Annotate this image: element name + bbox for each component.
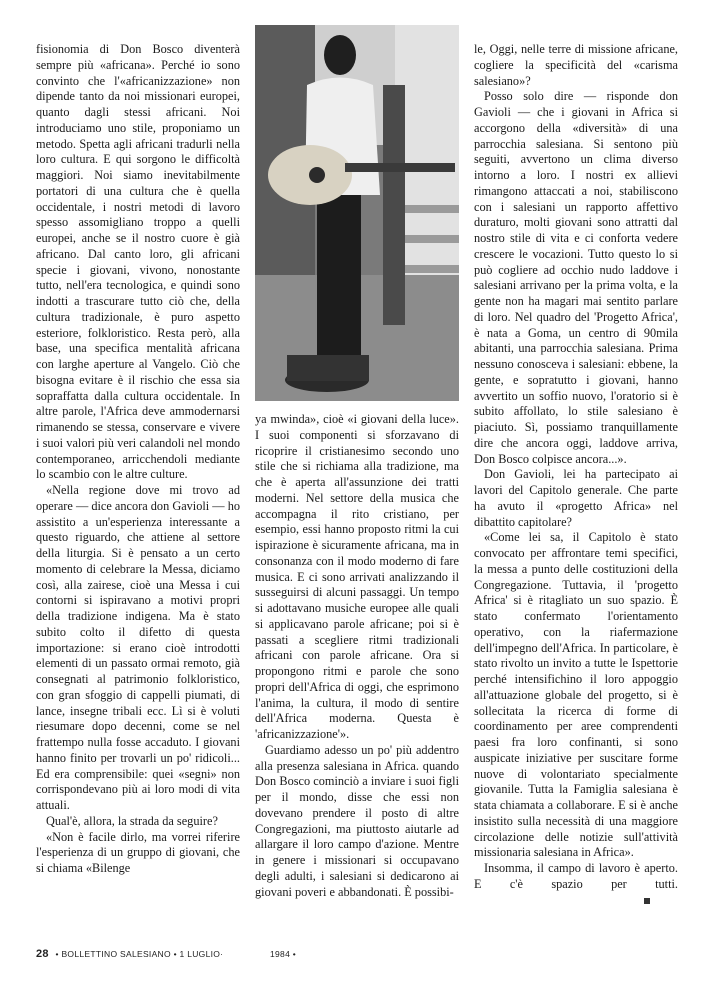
article-column-1: [36, 42, 240, 877]
paragraph: Qual'è, allora, la strada da seguire?: [46, 813, 218, 828]
article-column-3: [474, 42, 678, 908]
paragraph: le, Oggi, nelle terre di missione africane, cogliere la specificità del «carisma salesiano»?: [474, 42, 678, 88]
paragraph: [474, 861, 678, 908]
paragraph: «Come lei sa, il Capitolo è stato convocato per affrontare temi specifici, la messa a punto delle costituzioni della Congregazione. Tuttavia, il 'progetto Africa' si è ritagliato un suo spazio. È stato confermato l'orientamento operativo, con la riafermazione dell'impegno dell'Africa. In particolare, è stato rivolto un invito a tutte le Ispettorie perché intensifichino il loro appoggio all'attuazione globale del progetto, si è sollecitata la ricerca di forme di coordinamento per aree comprendenti paesi fra loro confinanti, si sono auspicate iniziative per suscitare forme nuove di volontariato specialmente giovanile. Tutta la Famiglia salesiana è stata chiamata a collaborare. E si è anche insistito sulla necessità di una maggiore circolazione delle notizie sull'attività missionaria salesiana in Africa».: [474, 530, 678, 860]
paragraph: ya mwinda», cioè «i giovani della luce». I suoi componenti si sforzavano di ricoprire il cristianesimo secondo uno stile che si richiama alla tradizione, ma che è aperta all'assunzione dei tratti moderni. Nel settore della musica che accompagna il rito cristiano, per esempio, essi hanno proposto ritmi la cui ispirazione è sicuramente africana, ma in consonanza con il modo moderno di fare musica. E ci sono arrivati analizzando il susseguirsi di alcuni passaggi. Un tempo si adottavano musiche europee alle quali si applicavano parole africane; poi si è passati a scegliere ritmi tradizionali africani con parole africane. Ora si propongono ritmi e parole che sono propri dell'Africa di oggi, che esprimono l'anima, la cultura, il modo di sentire dell'Africa moderna. Questa è 'africanizzazione'».: [255, 412, 459, 741]
end-mark-icon: [644, 898, 650, 904]
paragraph: Guardiamo adesso un po' più addentro alla presenza salesiana in Africa. quando Don Bosco cominciò a inviare i suoi figli per il mondo, disse che essi non dovevano prendere il posto di altre Congregazioni, ma piuttosto aiutarle ad allargare il loro campo d'azione. Mentre in genere i missionari si occupavano degli adulti, i salesiani si dedicarono ai giovani poveri e abbandonati. È possibi-: [255, 742, 459, 899]
article-column-2: [255, 412, 459, 900]
page-footer: [36, 948, 676, 960]
publication-year: 1984 •: [269, 949, 297, 959]
publication-name: • BOLLETTINO SALESIANO • 1 LUGLIO·: [55, 949, 224, 959]
photo-image: [255, 25, 459, 401]
paragraph: Don Gavioli, lei ha partecipato ai lavori del Capitolo generale. Che parte ha avuto il «progetto Africa» nel dibattito capitolare?: [474, 467, 678, 529]
paragraph-text: Insomma, il campo di lavoro è aperto. E c'è spazio per tutti.: [474, 861, 678, 891]
page-number: 28: [36, 948, 49, 960]
paragraph: Posso solo dire — risponde don Gavioli — che i giovani in Africa si accorgono della «diversità» di una parrocchia salesiana. Si sentono più seguiti, avvertono un clima diverso intorno a loro. I nostri ex allievi rimangono attaccati a noi, stabiliscono con i salesiani un rapporto affettivo duraturo, molti giovani sono attratti dal nostro stile di vita e ci conforta vedere crescere le vocazioni. Tutto questo lo si può cogliere ad occhio nudo laddove i salesiani arrivano per la prima volta, e la gente non ha magari mai sentito parlare di loro. Nel quadro del 'Progetto Africa', è nata a Goma, un centro di 90mila abitanti, una parrocchia salesiana. Prima nessuno conosceva i salesiani: ebbene, la gente, e sopratutto i giovani, hanno avvertito un soffio nuovo, l'oratorio si è subito affollato, lo stile salesiano è piaciuto. Sì, possiamo tranquillamente dire che ancora oggi, laddove arriva, Don Bosco colpisce ancora...».: [474, 89, 678, 466]
paragraph: «Nella regione dove mi trovo ad operare — dice ancora don Gavioli — ho assistito a un'esperienza interessante a questo riguardo, che attiene al settore della liturgia. Si è pensato a un certo momento di celebrare la Messa, diciamo così, alla zairese, cioè una Messa i cui contorni si ispiravano a motivi propri della tradizione indigena. Ma è stato subito colto il difetto di questa importazione: si erano cioè introdotti elementi di un passato ormai remoto, già consegnati al patrimonio folkloristico, con gran sfoggio di cappelli piumati, di lance, insegne tribali ecc. Lì si è voluti riesumare dopo decenni, come se nel frattempo nulla fosse accaduto. I giovani hanno finito per trovarli un po' ridicoli... Ed era comprensibile: quei «segni» non corrispondevano più ai loro modi di vita attuali.: [36, 483, 240, 812]
photo-guitar-player: [255, 25, 459, 401]
paragraph: «Non è facile dirlo, ma vorrei riferire l'esperienza di un gruppo di giovani, che si chiama «Bilenge: [36, 829, 240, 875]
paragraph: fisionomia di Don Bosco diventerà sempre più «africana». Perché io sono convinto che l'«africanizzazione» non dipende tanto da noi missionari europei, quanto dagli stessi africani. Noi introduciamo uno stile, proponiamo un metodo. Spetta agli africani tradurli nella loro cultura. E qui sorgono le difficoltà maggiori. Noi siamo inevitabilmente portatori di una cultura che è quella occidentale, i nostri metodi di lavoro spesso assomigliano troppo a quelli europei, anche se il nostro cuore è già africano. Dal canto loro, gli africani specie i giovani, vivono, nonostante tutto, nell'era tecnologica, e quindi sono indotti a trascurare tutto ciò che, della cultura tradizionale, è puro aspetto esteriore, folkloristico. Resta però, alla base, una specifica mentalità africana con larghe aperture al Vangelo. Ciò che bisogna evitare è il rischio che essa sia sopraffatta dalla cultura occidentale. In altre parole, l'Africa deve ammodernarsi rimanendo se stessa, conservare e vivere i suoi valori più veri calandoli nel mondo contemporaneo, arricchendoli mediante lo scambio con le altre culture.: [36, 42, 240, 482]
